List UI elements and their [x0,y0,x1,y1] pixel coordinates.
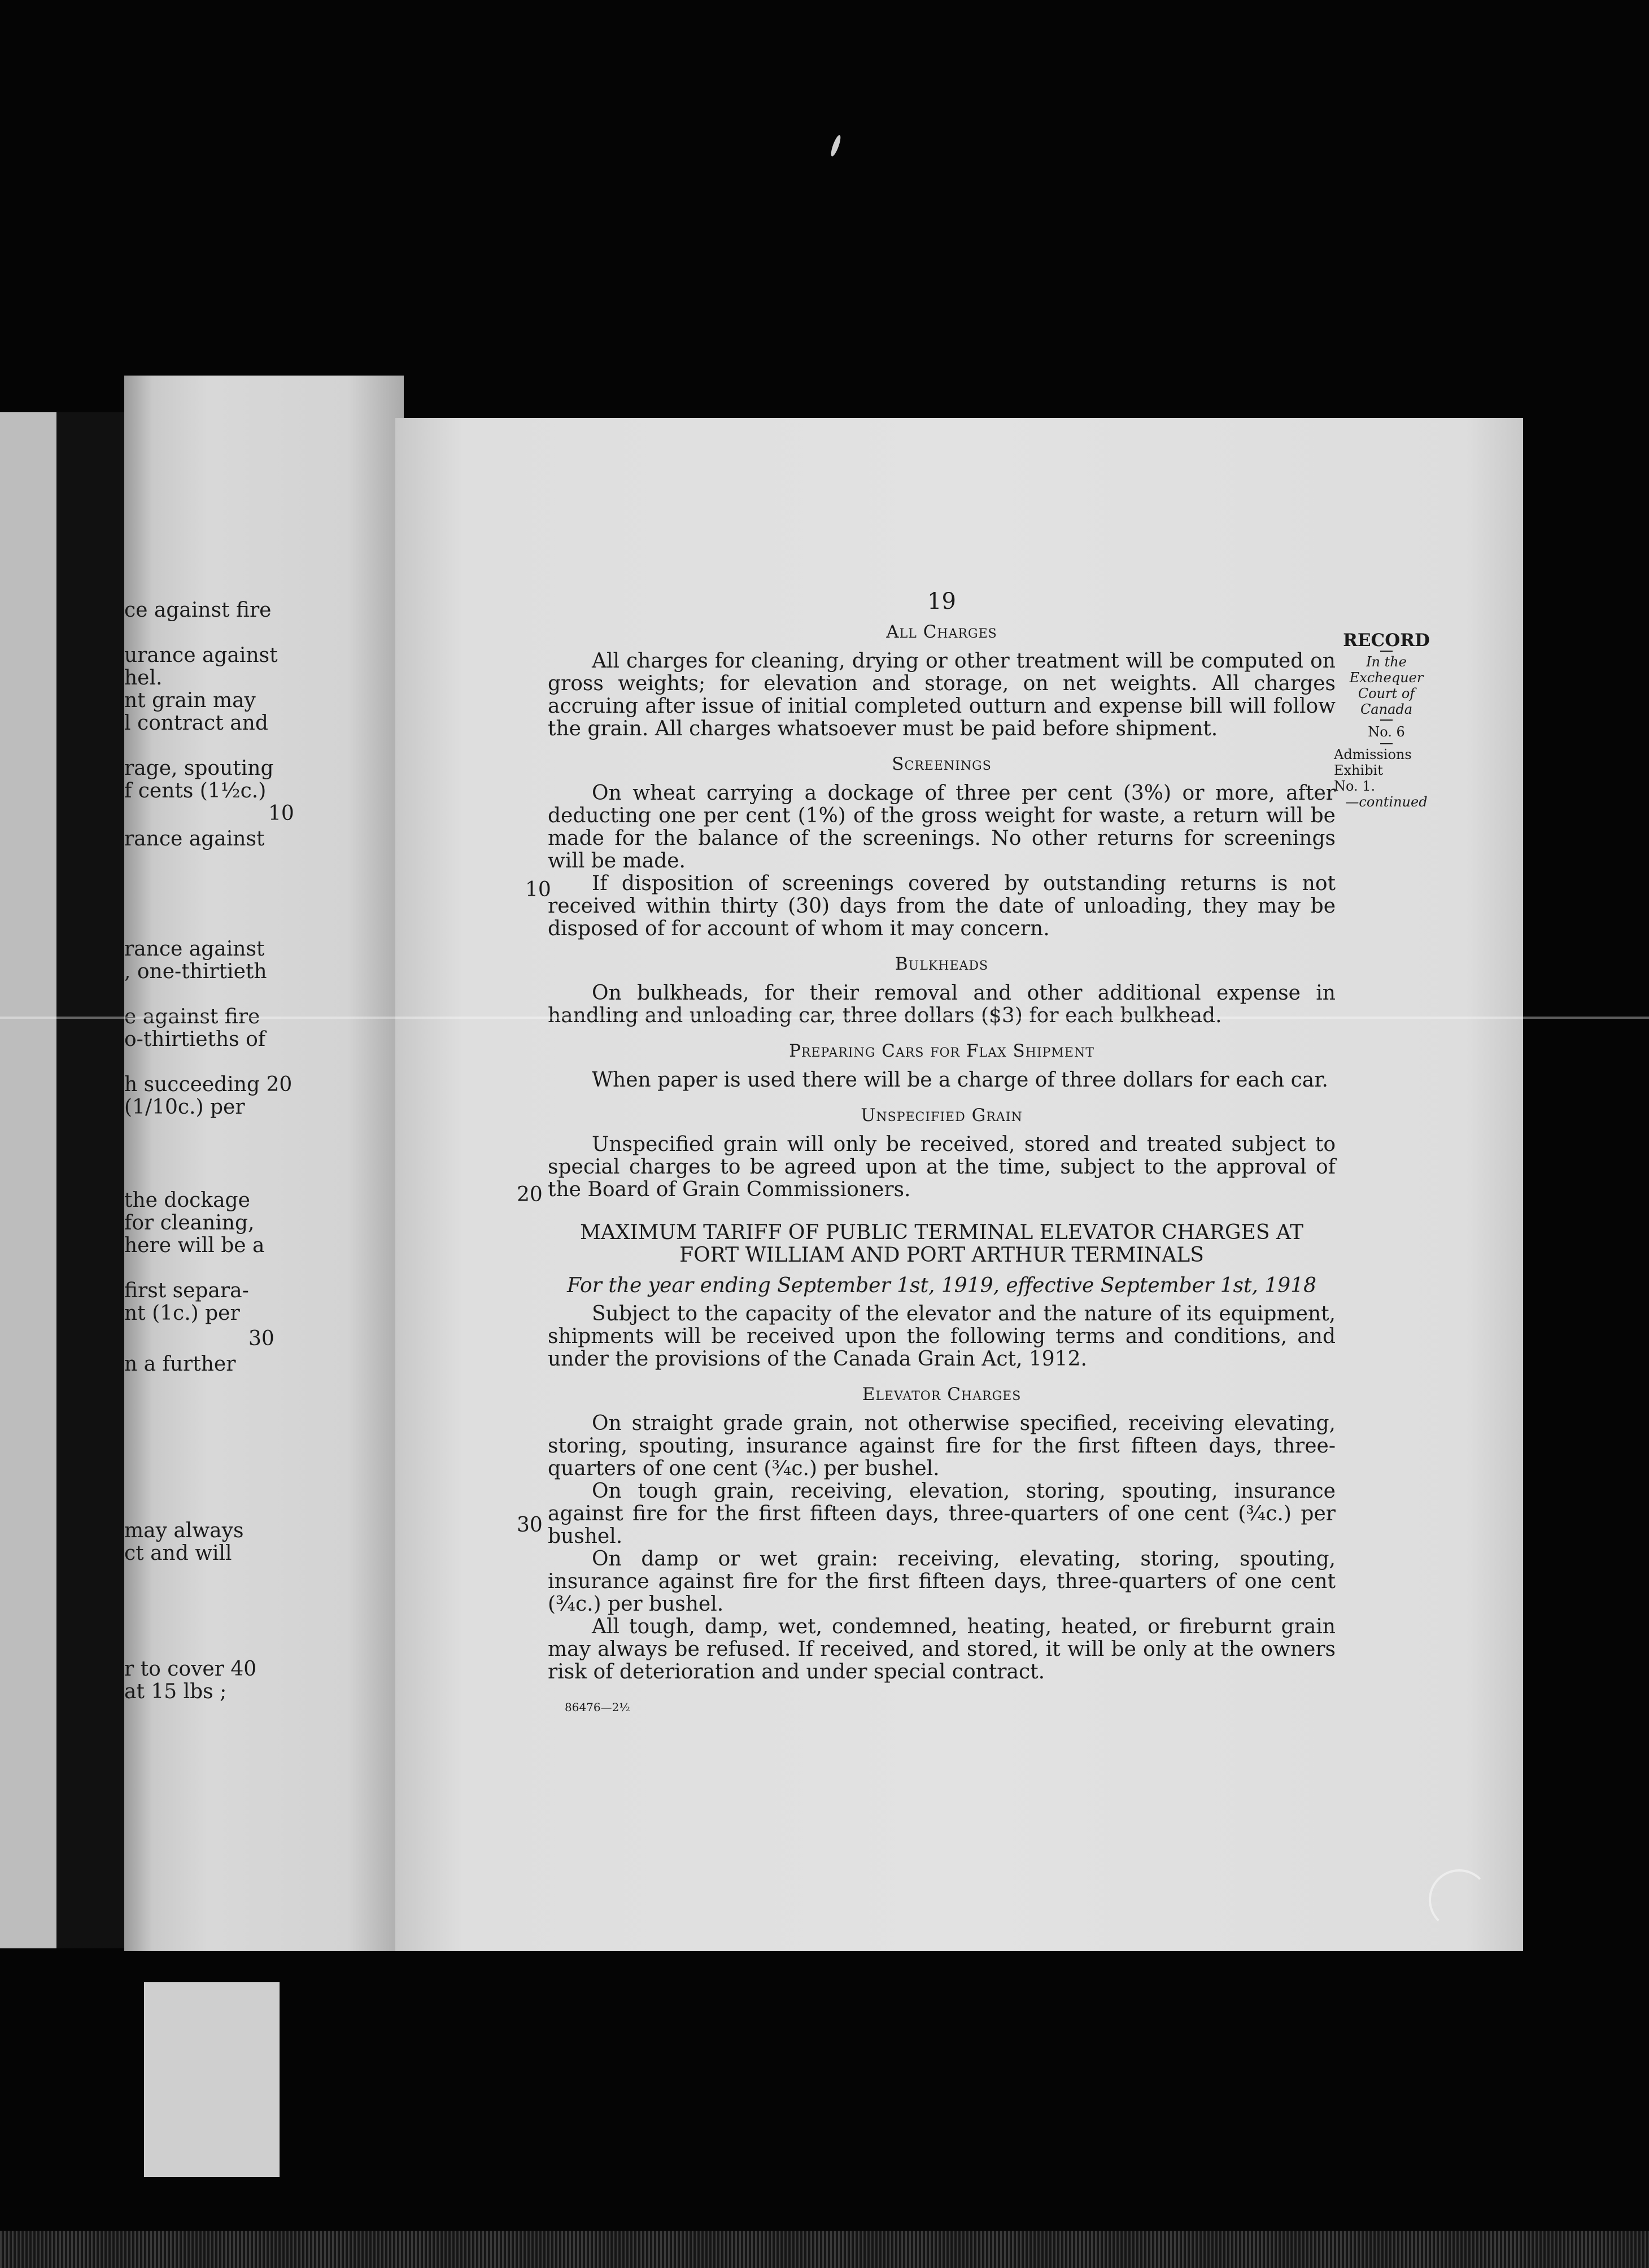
paragraph: Subject to the capacity of the elevator and the nature of its equipment, shipments will be received upon the following terms and conditions, and under the provisions of the Canada Grain Act, 1912. [548,1302,1336,1371]
left-fragment: urance against [124,644,278,667]
section-heading: Unspecified Grain [861,1105,1023,1126]
tariff-title-line: MAXIMUM TARIFF OF PUBLIC TERMINAL ELEVATOR CHARGES AT [579,1221,1304,1244]
page-number: 19 [927,588,956,614]
left-fragment: the dockage [124,1189,250,1212]
paragraph: On bulkheads, for their removal and other additional expense in handling and unloading car, three dollars ($3) for each bulkhead. [548,982,1336,1027]
left-fragment: nt grain may [124,689,256,712]
record-number: No. 6 [1368,724,1405,740]
tariff-title-line: FORT WILLIAM AND PORT ARTHUR TERMINALS [679,1244,1204,1267]
divider [1380,743,1393,744]
left-fragment: here will be a [124,1234,265,1257]
left-fragment: r to cover 40 [124,1658,257,1681]
left-fragment: at 15 lbs ; [124,1680,227,1703]
section-heading: All Charges [886,622,997,642]
admissions-label: Admissions [1334,747,1412,762]
page-body [548,590,1336,1719]
left-fragment: l contract and [124,712,268,735]
left-line-number: 30 [248,1327,274,1350]
paragraph: On tough grain, receiving, elevation, storing, spouting, insurance against fire for the first fifteen days, three-quarters of one cent (¾c.) per bushel. [548,1480,1336,1548]
left-fragment: (1/10c.) per [124,1096,245,1119]
left-fragment: hel. [124,666,163,690]
dust-speck [829,134,842,157]
divider [1380,719,1393,721]
left-fragment: rance against [124,937,265,961]
paper-tab [144,1982,280,2177]
paragraph: Unspecified grain will only be received, stored and treated subject to special charges to be agreed upon at the time, subject to the approval of the Board of Grain Commissioners. [548,1133,1336,1201]
tariff-subtitle: For the year ending September 1st, 1919, effective September 1st, 1918 [567,1274,1316,1297]
divider [1380,651,1393,652]
court-label: Exchequer [1349,670,1424,686]
section-heading: Bulkheads [895,954,989,974]
left-fragment: may always [124,1519,244,1542]
continued-label: —continued [1345,794,1428,810]
left-fragment: nt (1c.) per [124,1302,240,1325]
left-fragment: rage, spouting [124,757,274,780]
paragraph: All tough, damp, wet, condemned, heating, heated, or fireburnt grain may always be refused. If received, and stored, it will be only at the owners risk of deterioration and under special contract. [548,1615,1336,1683]
paragraph: When paper is used there will be a charge of three dollars for each car. [592,1068,1328,1092]
binding-gap [56,412,124,1948]
section-heading: Preparing Cars for Flax Shipment [789,1041,1094,1061]
section-heading: Screenings [892,754,992,774]
left-page [124,376,404,1951]
exhibit-label: Exhibit [1334,762,1383,778]
line-number: 30 [517,1514,543,1537]
left-fragment: , one-thirtieth [124,960,267,983]
paragraph: On damp or wet grain: receiving, elevating, storing, spouting, insurance against fire for the first fifteen days, three-quarters of one cent (¾c.) per bushel. [548,1547,1336,1616]
record-label: RECORD [1343,630,1430,651]
fold-line [0,1017,1649,1019]
paragraph: All charges for cleaning, drying or other treatment will be computed on gross weights; for elevation and storage, on net weights. All charges accruing after issue of initial completed outturn and expense bill will follow the grain. All charges whatsoever must be paid before shipment. [548,649,1336,740]
left-fragment: e against fire [124,1005,260,1028]
left-fragment: ce against fire [124,599,272,622]
left-fragment: ct and will [124,1542,232,1565]
court-label: Court of [1358,686,1415,701]
left-fragment: f cents (1½c.) [124,779,267,802]
previous-page-edge [0,412,56,1948]
printer-code: 86476—2½ [565,1700,630,1714]
left-fragment: first separa- [124,1279,249,1302]
record-margin-note [1333,630,1440,810]
exhibit-number: No. 1. [1334,778,1376,794]
paragraph: On wheat carrying a dockage of three per cent (3%) or more, after deducting one per cent (1%) of the gross weight for waste, a return will be made for the balance of the screenings. No other returns for screenings will be made. [548,782,1336,873]
left-fragment: n a further [124,1353,236,1376]
left-fragment: rance against [124,827,265,851]
film-edge-strip [0,2231,1649,2268]
line-number: 20 [517,1183,543,1206]
paragraph: If disposition of screenings covered by outstanding returns is not received within thirty (30) days from the date of unloading, they may be disposed of for account of whom it may concern. [548,872,1336,940]
court-label: In the [1366,654,1407,670]
paragraph: On straight grade grain, not otherwise specified, receiving elevating, storing, spouting, insurance against fire for the first fifteen days, three-quarters of one cent (¾c.) per bushel. [548,1412,1336,1480]
tariff-title [548,1222,1336,1267]
left-fragment: o-thirtieths of [124,1028,266,1051]
left-fragment: h succeeding 20 [124,1073,293,1096]
page-curl-mark [1429,1869,1490,1930]
line-number: 10 [525,878,551,901]
left-line-number: 10 [268,802,294,825]
court-label: Canada [1360,701,1413,717]
left-fragment: for cleaning, [124,1211,255,1235]
section-heading: Elevator Charges [862,1384,1022,1405]
